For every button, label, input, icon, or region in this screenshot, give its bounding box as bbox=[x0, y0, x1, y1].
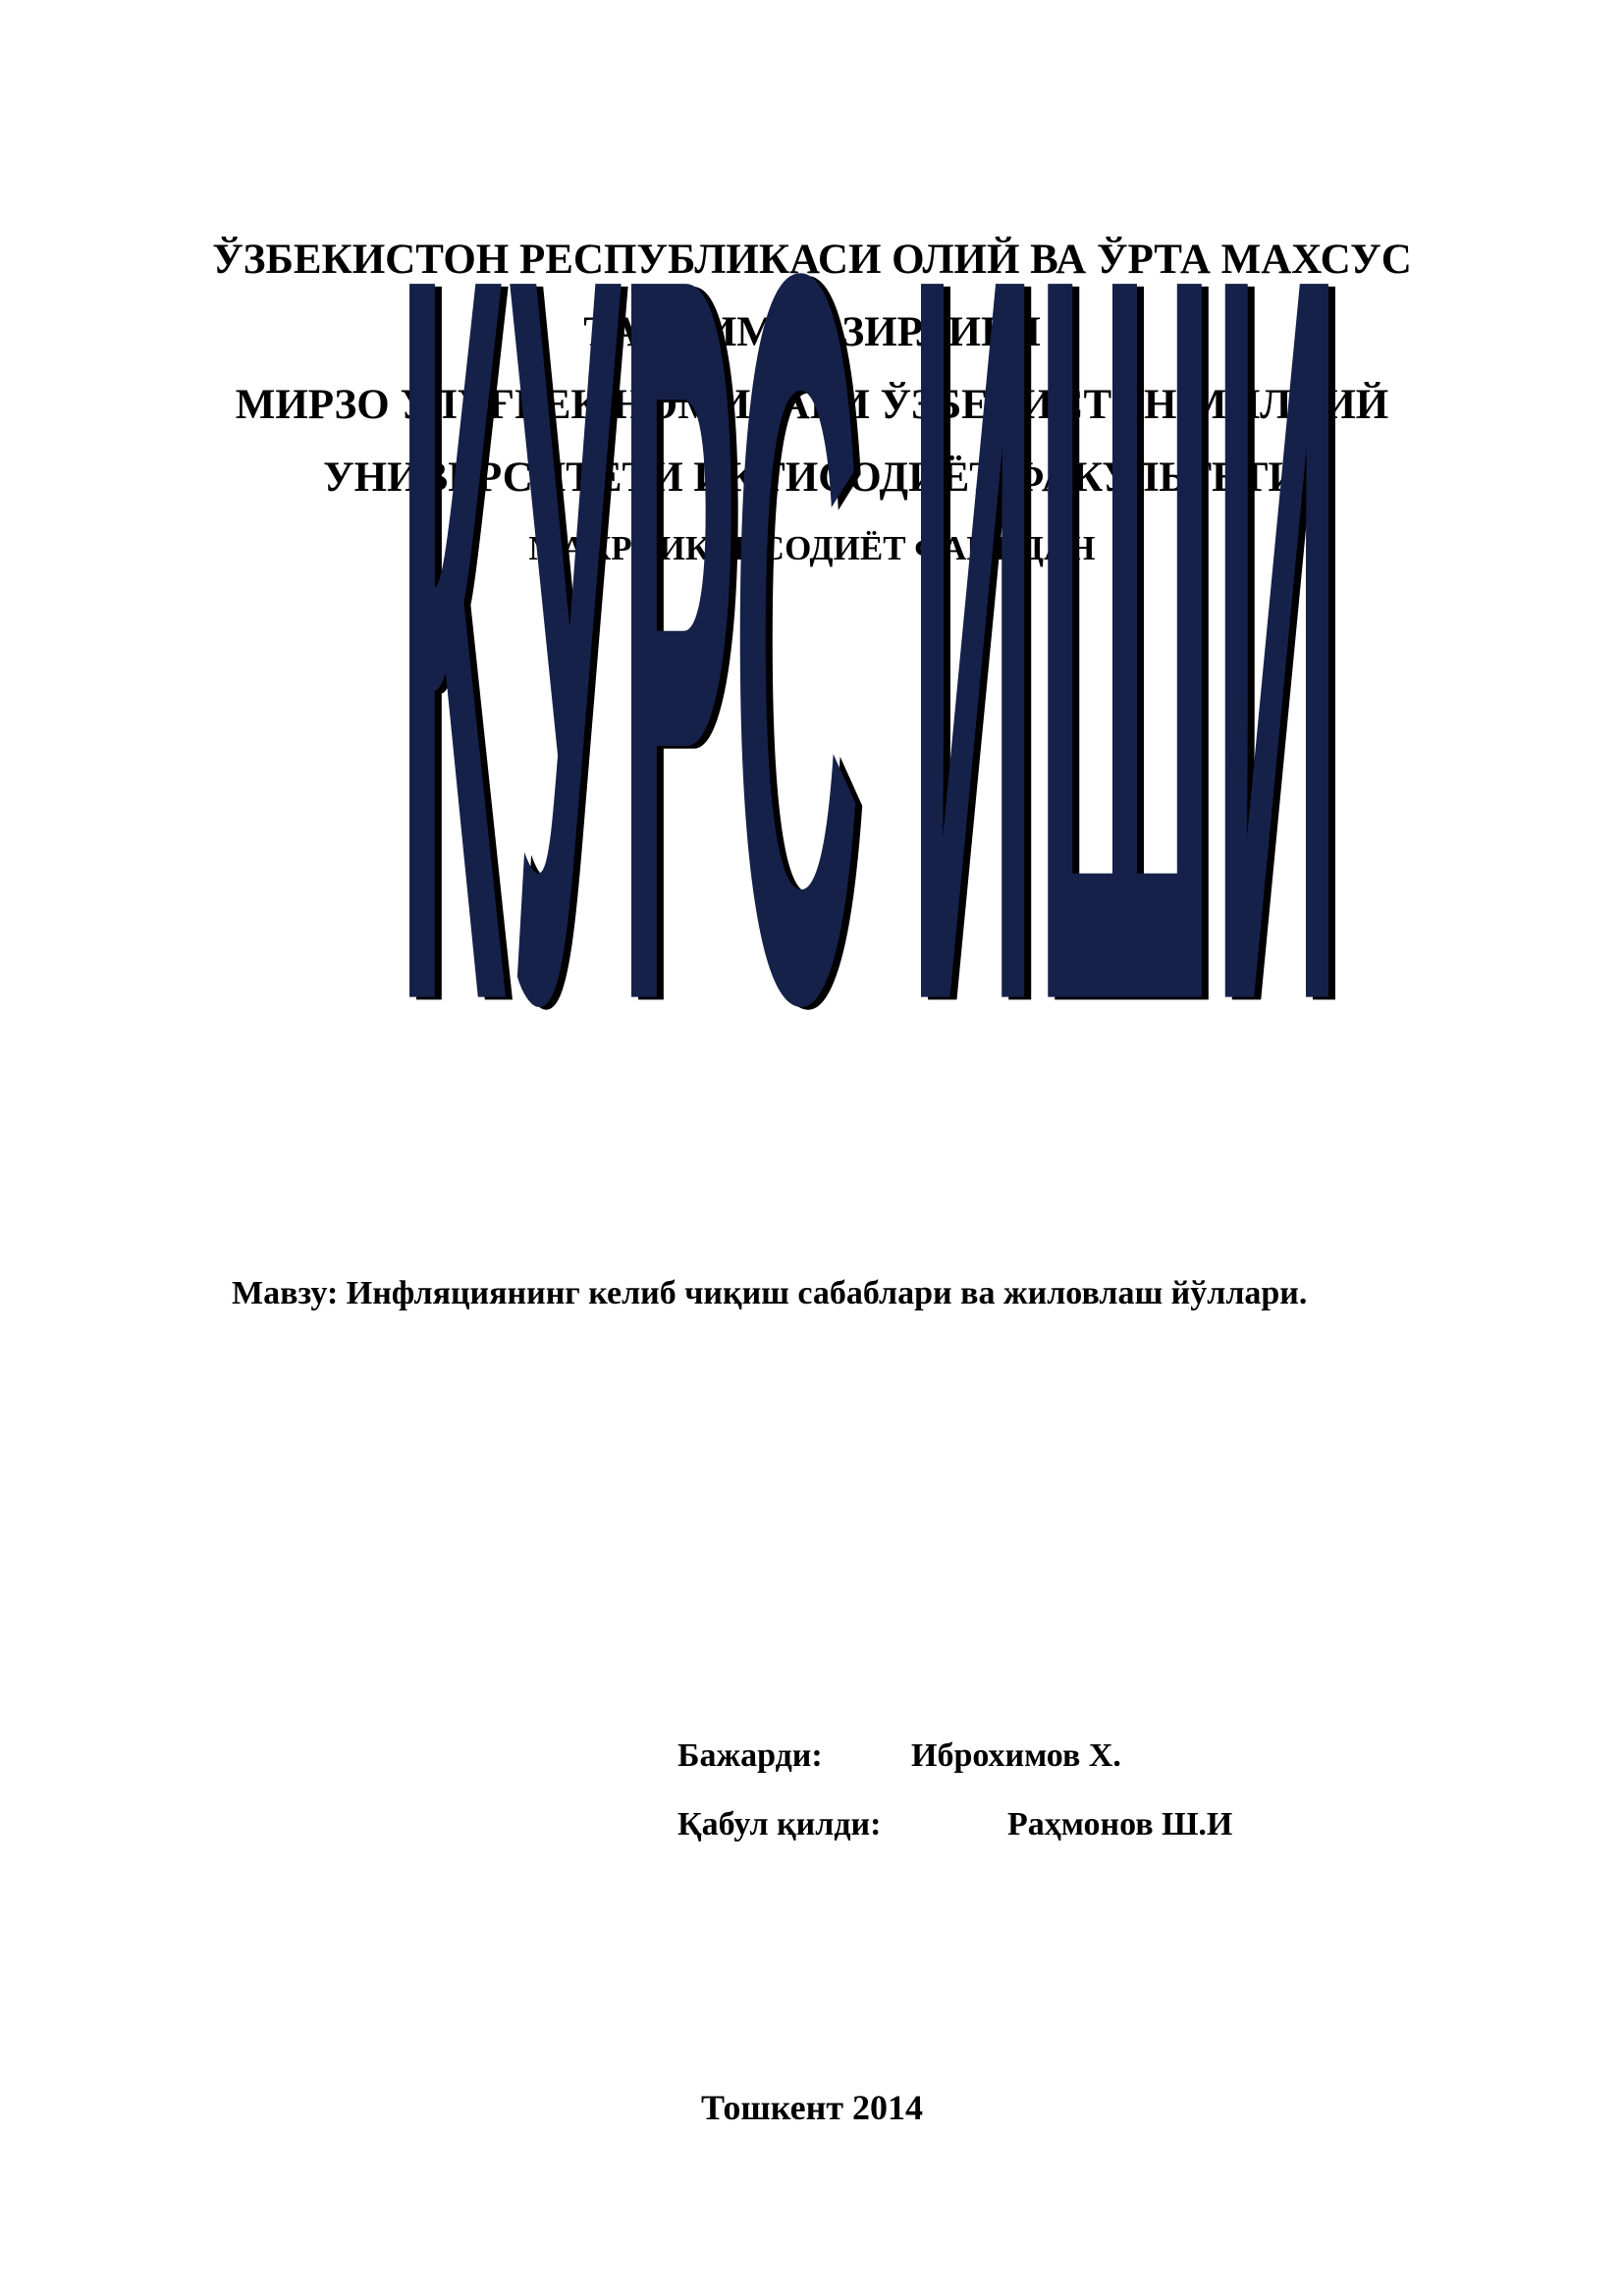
title-shadow-text: КУРС ИШИ bbox=[405, 61, 1347, 1220]
title-main-text: КУРС ИШИ bbox=[398, 58, 1340, 1217]
accepted-by-name: Раҳмонов Ш.И bbox=[1007, 1806, 1233, 1842]
university-line-1: МИРЗО УЛУҒБЕК НОМИДАГИ ЎЗБЕКИСТОН МИЛЛИЙ bbox=[235, 382, 1389, 428]
accepted-by-label: Қабул қилди: bbox=[677, 1806, 882, 1842]
place-year: Тошкент 2014 bbox=[700, 2088, 924, 2127]
subject-line: МАКРОИҚТИСОДИЁТ ФАНИДАН bbox=[528, 529, 1096, 567]
performed-by-label: Бажарди: bbox=[677, 1737, 823, 1774]
university-line-2: УНИВЕРСИТЕТИ ИҚТИСОДИЁТ ФАКУЛЬТЕТИ bbox=[323, 454, 1301, 501]
ministry-line-1: ЎЗБЕКИСТОН РЕСПУБЛИКАСИ ОЛИЙ ВА ЎРТА МАХСУС bbox=[212, 237, 1412, 283]
topic-line: Мавзу: Инфляциянинг келиб чиқиш сабаблари ва жиловлаш йўллари. bbox=[232, 1275, 1308, 1311]
ministry-line-2: ТАЪЛИМ ВАЗИРЛИГИ bbox=[583, 309, 1041, 355]
performed-by-name: Иброхимов Х. bbox=[911, 1737, 1121, 1774]
